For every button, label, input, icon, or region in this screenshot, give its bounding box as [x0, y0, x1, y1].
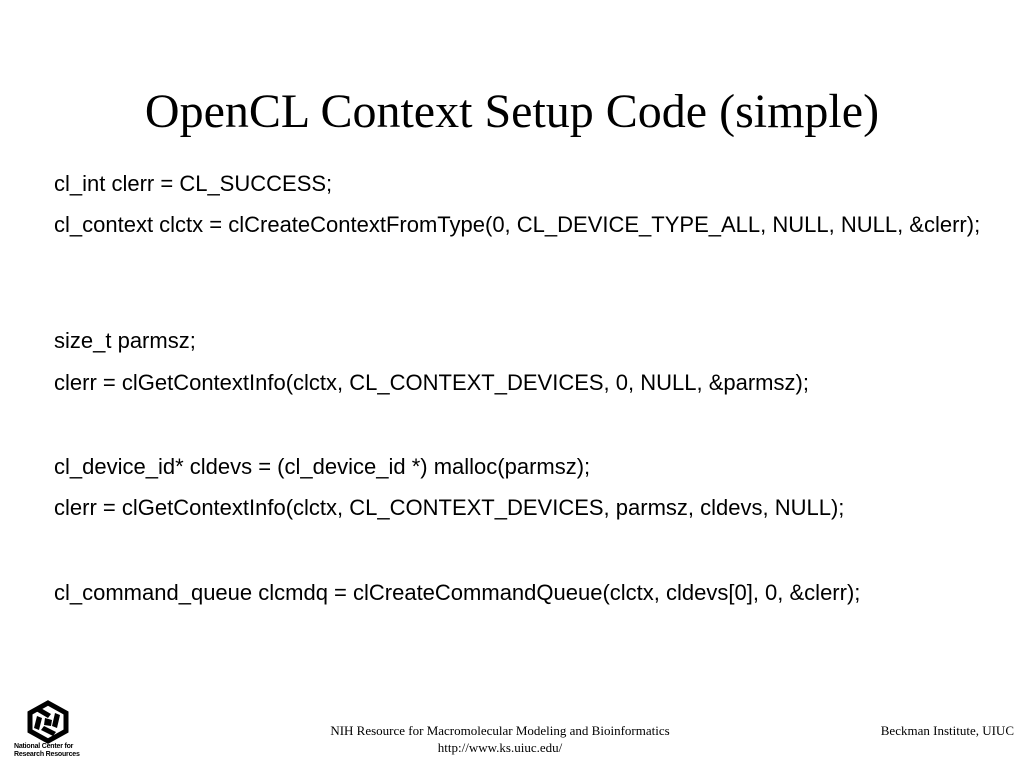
footer-resource-name: NIH Resource for Macromolecular Modeling and Bioinformatics [330, 723, 670, 738]
ncrr-logo-icon [22, 700, 74, 744]
code-line-get-context-info-size: clerr = clGetContextInfo(clctx, CL_CONTEXT_DEVICES, 0, NULL, &parmsz); [54, 370, 809, 395]
footer-center [300, 722, 700, 756]
code-line-parmsz-decl: size_t parmsz; [54, 328, 196, 353]
code-line-create-command-queue: cl_command_queue clcmdq = clCreateCommandQueue(clctx, cldevs[0], 0, &clerr); [54, 580, 861, 605]
logo-caption-line2: Research Resources [14, 751, 80, 758]
code-line-clerr-init: cl_int clerr = CL_SUCCESS; [54, 171, 333, 196]
slide-title: OpenCL Context Setup Code (simple) [144, 85, 880, 138]
footer-url: http://www.ks.uiuc.edu/ [437, 740, 563, 755]
footer-institution: Beckman Institute, UIUC [880, 723, 1014, 738]
code-line-malloc-devices: cl_device_id* cldevs = (cl_device_id *) malloc(parmsz); [54, 454, 591, 479]
logo-caption-line1: National Center for [14, 743, 74, 750]
ncrr-logo [12, 700, 92, 762]
code-line-create-context: cl_context clctx = clCreateContextFromType(0, CL_DEVICE_TYPE_ALL, NULL, NULL, &clerr); [54, 212, 981, 237]
logo-caption [14, 743, 94, 759]
code-line-get-context-info-devices: clerr = clGetContextInfo(clctx, CL_CONTEXT_DEVICES, parmsz, cldevs, NULL); [54, 495, 845, 520]
